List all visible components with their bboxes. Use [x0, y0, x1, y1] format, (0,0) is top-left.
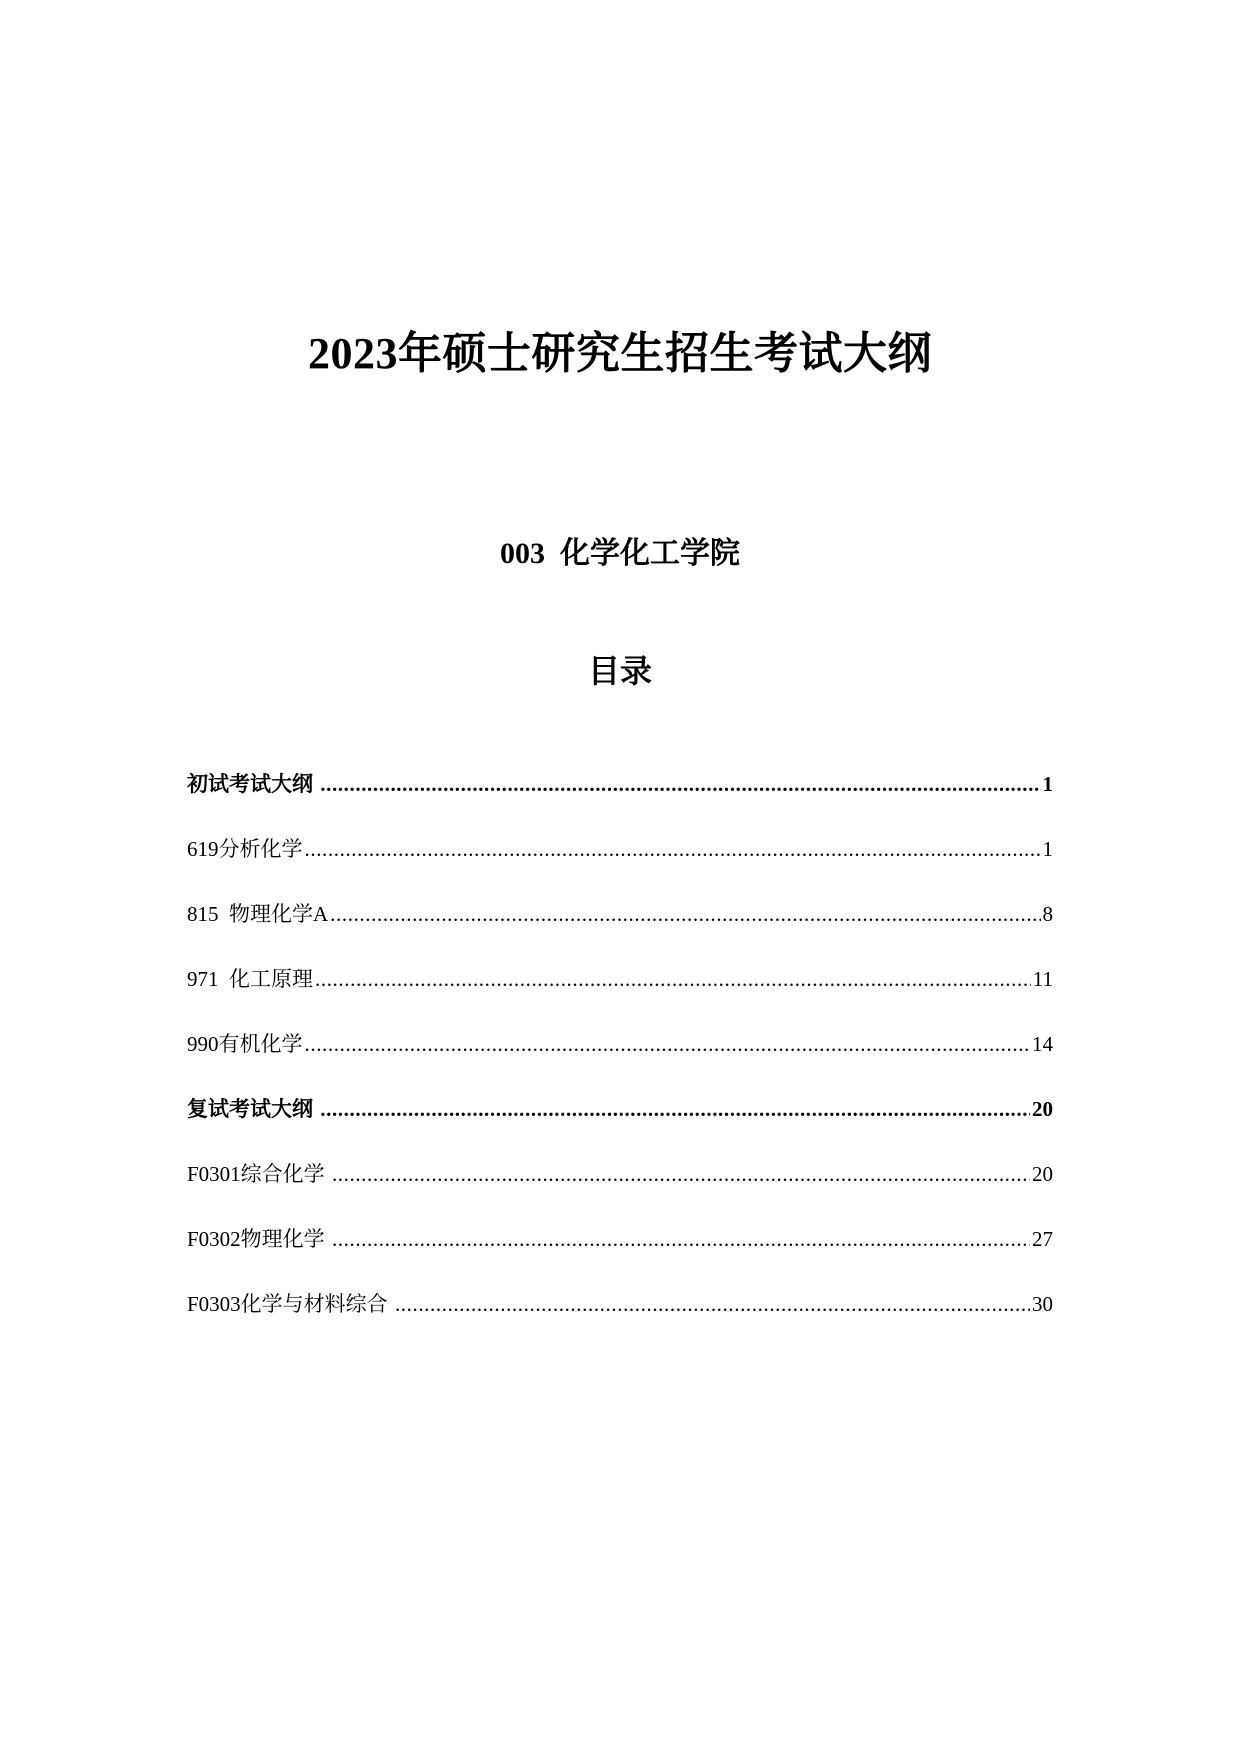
toc-entry-preliminary-exam[interactable]: [187, 766, 1053, 798]
toc-page-number: 14: [1032, 1032, 1053, 1056]
toc-page-number: 27: [1032, 1227, 1053, 1251]
toc-entry-label: 619分析化学: [187, 837, 303, 861]
toc-dot-leader: [330, 900, 1040, 928]
toc-entry-label: F0303化学与材料综合: [187, 1292, 393, 1316]
toc-entry-815[interactable]: [187, 896, 1053, 928]
toc-entry-label: 初试考试大纲: [187, 772, 319, 796]
toc-dot-leader: [320, 1095, 1030, 1123]
toc-entry-971[interactable]: [187, 961, 1053, 993]
toc-dot-leader: [332, 1225, 1030, 1253]
toc-entry-label: 990有机化学: [187, 1032, 303, 1056]
toc-entry-label: 815 物理化学A: [187, 902, 329, 926]
toc-dot-leader: [305, 835, 1041, 863]
toc-dot-leader: [305, 1030, 1031, 1058]
toc-dot-leader: [315, 965, 1031, 993]
toc-page-number: 30: [1032, 1292, 1053, 1316]
toc-entry-label: 971 化工原理: [187, 967, 313, 991]
subtitle: 003 化学化工学院: [500, 537, 740, 570]
toc-entry-label: F0302物理化学: [187, 1227, 330, 1251]
toc-entry-label: 复试考试大纲: [187, 1097, 319, 1121]
toc-entry-990[interactable]: [187, 1026, 1053, 1058]
toc-heading: 目录: [587, 653, 652, 689]
toc-page-number: 8: [1042, 902, 1053, 926]
toc-page-number: 1: [1042, 772, 1053, 796]
toc-entry-f0303[interactable]: [187, 1286, 1053, 1318]
toc-page-number: 20: [1032, 1162, 1053, 1186]
toc-page-number: 11: [1032, 967, 1053, 991]
toc-dot-leader: [395, 1290, 1030, 1318]
toc-dot-leader: [332, 1160, 1030, 1188]
toc-dot-leader: [320, 770, 1040, 798]
main-title: 2023年硕士研究生招生考试大纲: [308, 329, 932, 378]
toc-entry-619[interactable]: [187, 831, 1053, 863]
toc-entry-f0301[interactable]: [187, 1156, 1053, 1188]
toc-entry-retest-exam[interactable]: [187, 1091, 1053, 1123]
toc-page-number: 1: [1042, 837, 1053, 861]
toc-entry-label: F0301综合化学: [187, 1162, 330, 1186]
toc-page-number: 20: [1032, 1097, 1053, 1121]
toc-entry-f0302[interactable]: [187, 1221, 1053, 1253]
